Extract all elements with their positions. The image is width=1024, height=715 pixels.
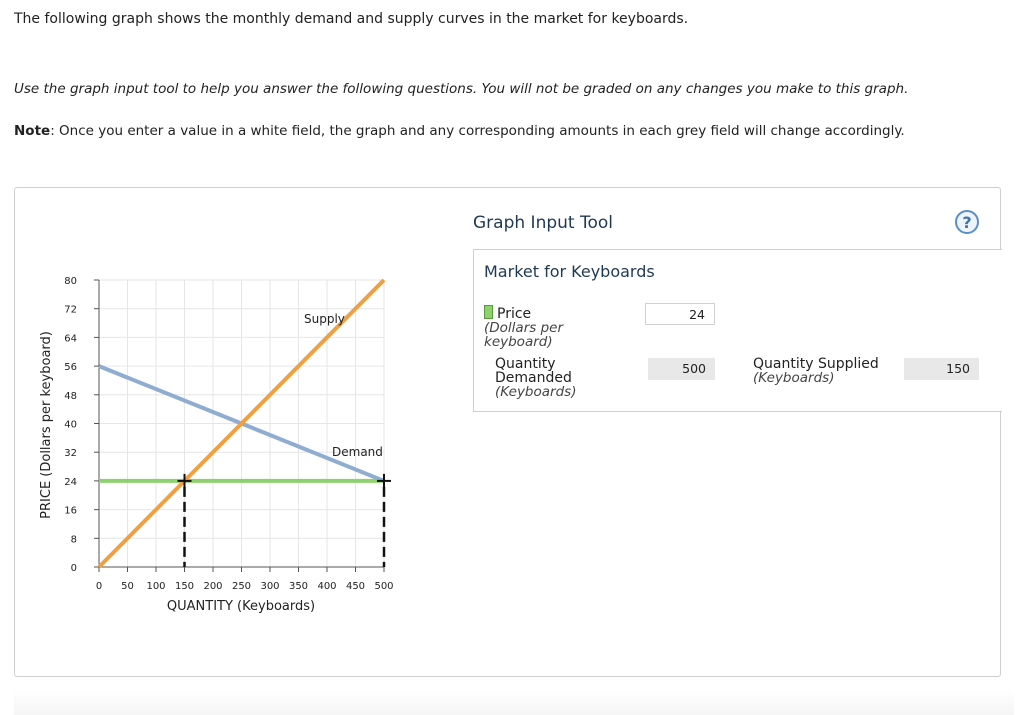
x-tick-label: 0 [95, 581, 103, 592]
intersection-marker[interactable] [377, 474, 391, 488]
supply-label: Supply [304, 312, 345, 326]
x-axis-label: QUANTITY (Keyboards) [166, 599, 316, 614]
quantity-supplied-field: 150 [904, 358, 979, 380]
note-body: : Once you enter a value in a white field, the graph and any corresponding amounts in each grey field will change accordingly. [50, 123, 905, 139]
x-tick-label: 100 [146, 581, 166, 592]
x-tick-label: 50 [121, 581, 134, 592]
price-unit: (Dollars per keyboard) [484, 320, 563, 350]
x-tick-label: 350 [288, 581, 309, 592]
y-tick-label: 72 [64, 304, 77, 316]
note-text [14, 123, 905, 139]
y-axis-label: PRICE (Dollars per keyboard) [39, 331, 54, 519]
price-input[interactable]: 24 [645, 303, 715, 325]
x-tick-label: 150 [174, 581, 195, 592]
y-tick-label: 80 [64, 276, 77, 287]
note-label: Note [14, 123, 51, 139]
demand-label: Demand [332, 445, 383, 459]
quantity-demanded-field: 500 [648, 358, 715, 380]
y-tick-label: 40 [64, 419, 77, 431]
x-tick-label: 300 [260, 581, 280, 592]
x-tick-label: 450 [345, 581, 366, 592]
x-tick-label: 500 [374, 581, 394, 592]
page-footer-shade [14, 690, 1014, 715]
qs-label-block [753, 357, 879, 385]
price-label-block [484, 305, 574, 349]
market-title: Market for Keyboards [484, 262, 655, 281]
y-tick-label: 24 [64, 476, 77, 488]
markers [178, 474, 392, 567]
y-tick-label: 32 [64, 448, 77, 460]
market-graph[interactable] [15, 188, 465, 676]
qd-label-line2: Demanded [495, 370, 572, 386]
qs-unit: (Keyboards) [753, 370, 835, 386]
help-icon[interactable]: ? [955, 210, 979, 234]
price-swatch [484, 305, 493, 319]
price-label: Price [497, 306, 532, 322]
y-tick-label: 0 [70, 563, 77, 574]
graph-panel [14, 187, 1001, 677]
input-tool-box [473, 249, 1002, 412]
x-tick-label: 200 [203, 581, 223, 592]
y-tick-label: 64 [64, 333, 77, 345]
qs-label: Quantity Supplied [753, 356, 879, 372]
instructions-text: Use the graph input tool to help you answer the following questions. You will not be graded on any changes you make to this graph. [14, 81, 909, 97]
intro-text: The following graph shows the monthly demand and supply curves in the market for keyboards. [14, 11, 689, 27]
y-tick-label: 48 [64, 390, 77, 402]
x-tick-label: 250 [231, 581, 252, 592]
y-tick-label: 16 [64, 505, 77, 517]
qd-label-block [495, 357, 576, 399]
y-tick-label: 56 [64, 362, 77, 374]
graph-input-tool-title: Graph Input Tool [473, 213, 613, 233]
qd-unit: (Keyboards) [495, 384, 577, 400]
y-tick-label: 8 [70, 534, 77, 546]
x-tick-label: 400 [317, 581, 337, 592]
qd-label-line1: Quantity [495, 356, 556, 372]
